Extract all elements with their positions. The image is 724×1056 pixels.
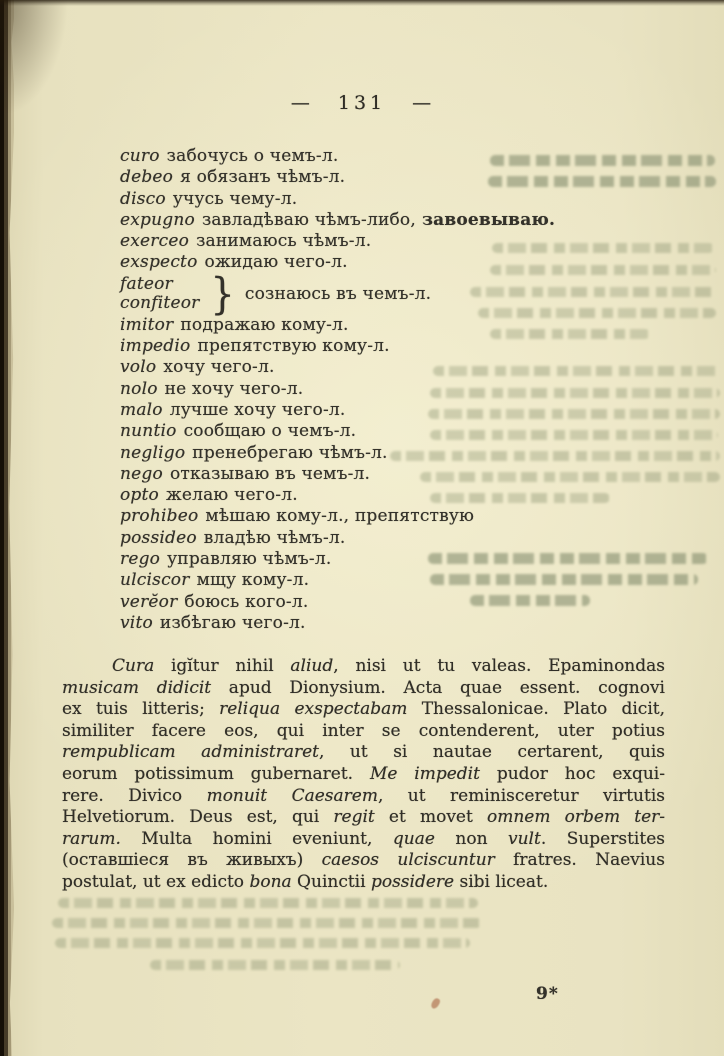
vocab-item [120,570,555,591]
header-dash-right: — [412,92,434,114]
russian-translation: избѣгаю чего-л. [159,612,306,633]
latin-word: disco [120,188,166,209]
latin-word: nego [120,463,163,484]
latin-italic-segment: aliud [290,656,334,676]
vocab-item [120,167,555,188]
russian-translation: я обязанъ чѣмъ-л. [180,167,346,188]
text-segment: , nisi ut tu valeas. Epaminondas [333,656,665,676]
vocab-item [120,464,555,485]
russian-translation: отказываю въ чемъ-л. [169,463,371,484]
russian-translation: боюсь кого-л. [184,591,309,612]
page-number-header [0,92,724,114]
page-top-edge [0,0,724,6]
latin-italic-segment: Cura [112,656,155,676]
latin-word: prohibeo [120,506,199,527]
text-segment: pudor hoc exqui- [479,763,665,784]
latin-word: impedio [120,336,191,357]
latin-word: malo [120,399,163,420]
latin-word: imitor [120,314,174,335]
latin-italic-segment: omnem orbem ter- [487,807,665,828]
vocab-item [120,210,555,231]
russian-translation: мщу кому-л. [196,570,310,591]
latin-italic-segment: rempublicam administraret [62,742,319,763]
text-segment: rere. Divico [62,785,207,806]
latin-word: nolo [120,378,158,399]
vocab-item [120,421,555,442]
paragraph-line [62,807,665,829]
paragraph-line [62,742,665,764]
vocab-item [120,443,555,464]
russian-translation: мѣшаю кому-л., препятствую [205,506,475,527]
russian-translation: желаю чего-л. [165,485,298,506]
russian-translation: пренебрегаю чѣмъ-л. [192,442,388,463]
paragraph-line [62,829,665,851]
latin-word: curo [120,146,160,166]
text-segment: Thessalonicae. Plato dicit, [407,699,665,720]
text-segment: Quinctii [291,871,371,892]
vocab-item [120,613,555,634]
russian-translation: сознаюсь въ чемъ-л. [244,283,432,304]
exercise-paragraph [62,656,665,894]
latin-word: nuntio [120,421,177,442]
russian-translation: хочу чего-л. [163,357,275,378]
paragraph-line [62,699,665,721]
vocab-item [120,336,555,357]
bleedthrough-text [55,938,470,948]
latin-italic-segment: Me impedit [369,763,480,784]
latin-italic-segment: monuit Caesarem [206,785,378,806]
russian-translation: владѣю чѣмъ-л. [203,527,346,548]
bleedthrough-text [52,918,482,928]
bleedthrough-text [58,898,478,908]
vocab-item [120,315,555,336]
latin-word: verĕor [120,591,178,612]
latin-word: confiteor [120,293,200,314]
corner-shadow [0,0,100,170]
latin-italic-segment: reliqua exspectabam [219,699,408,720]
text-segment: . Superstites [540,828,665,849]
vocab-item [120,189,555,210]
text-segment: igĭtur nihil [154,656,291,676]
latin-word: fateor [120,273,173,294]
text-segment: eorum potissimum gubernaret. [62,763,370,784]
text-segment: , ut reminisceretur virtutis [377,785,665,806]
russian-translation: управляю чѣмъ-л. [167,549,332,570]
russian-translation: лучше хочу чего-л. [169,399,346,420]
bleedthrough-text [150,960,400,970]
vocab-item [120,506,555,527]
page-number: 131 [337,92,387,114]
russian-translation: завладѣваю чѣмъ-либо, [201,209,416,230]
russian-translation-bold: завоевываю. [415,209,556,230]
vocab-item-group [120,269,555,319]
latin-word-pair [120,275,207,314]
paragraph-line [62,656,665,678]
text-segment: postulat, ut ex edicto [62,871,250,892]
vocab-item [120,549,555,570]
russian-translation: занимаюсь чѣмъ-л. [196,231,372,252]
russian-translation: забочусь о чемъ-л. [166,146,339,166]
latin-italic-segment: rarum. [62,828,121,849]
vocab-item [120,528,555,549]
text-segment: similiter facere eos, qui inter se contenderent, uter potius [62,720,665,741]
latin-word: volo [120,357,157,378]
signature-mark: 9* [536,984,559,1004]
vocab-item [120,252,555,273]
latin-word: ulciscor [120,570,190,591]
text-segment: et movet [374,807,487,828]
paragraph-line [62,764,665,786]
latin-word: possideo [120,527,197,548]
vocab-item [120,231,555,252]
text-segment: sibi liceat. [454,871,549,892]
vocab-item [120,485,555,506]
latin-word: debeo [120,167,174,188]
latin-italic-segment: possidere [370,871,455,892]
text-segment: ex tuis litteris; [62,699,220,720]
russian-translation: сообщаю о чемъ-л. [183,421,357,442]
latin-word: rego [120,549,161,570]
latin-word: exerceo [120,231,190,252]
paragraph-line [62,678,665,700]
latin-word: vito [120,612,153,633]
latin-word: exspecto [120,252,198,273]
paragraph-line [62,850,665,872]
russian-translation: ожидаю чего-л. [204,252,348,273]
russian-translation: не хочу чего-л. [164,378,304,399]
text-segment: non [434,828,508,849]
paragraph-line [62,786,665,808]
text-segment: (оставшіеся въ живыхъ) [62,850,322,871]
russian-translation: учусь чему-л. [172,188,298,209]
latin-italic-segment: vult [508,828,541,849]
latin-italic-segment: musicam didicit [62,677,212,698]
russian-translation: подражаю кому-л. [180,314,349,335]
paragraph-line [62,872,665,894]
text-segment: fratres. Naevius [494,850,665,871]
vocab-item [120,400,555,421]
header-dash-left: — [290,92,312,114]
vocab-item [120,357,555,378]
vocab-list [120,146,555,634]
latin-italic-segment: quae [392,828,435,849]
latin-italic-segment: caesos ulciscuntur [321,850,495,871]
brace-glyph: } [210,269,235,319]
ink-speck [430,997,441,1010]
vocab-item [120,379,555,400]
vocab-item [120,146,555,167]
latin-italic-segment: bona [249,871,292,892]
latin-word: expugno [120,209,195,230]
latin-italic-segment: regit [333,807,375,828]
paragraph-line [62,721,665,743]
text-segment: , ut si nautae certarent, quis [318,742,665,763]
text-segment: Helvetiorum. Deus est, qui [62,807,334,828]
latin-word: opto [120,485,159,506]
russian-translation: препятствую кому-л. [197,336,390,357]
text-segment: Multa homini eveniunt, [120,828,393,849]
latin-word: negligo [120,442,186,463]
vocab-item [120,592,555,613]
text-segment: apud Dionysium. Acta quae essent. cognovi [211,677,665,698]
